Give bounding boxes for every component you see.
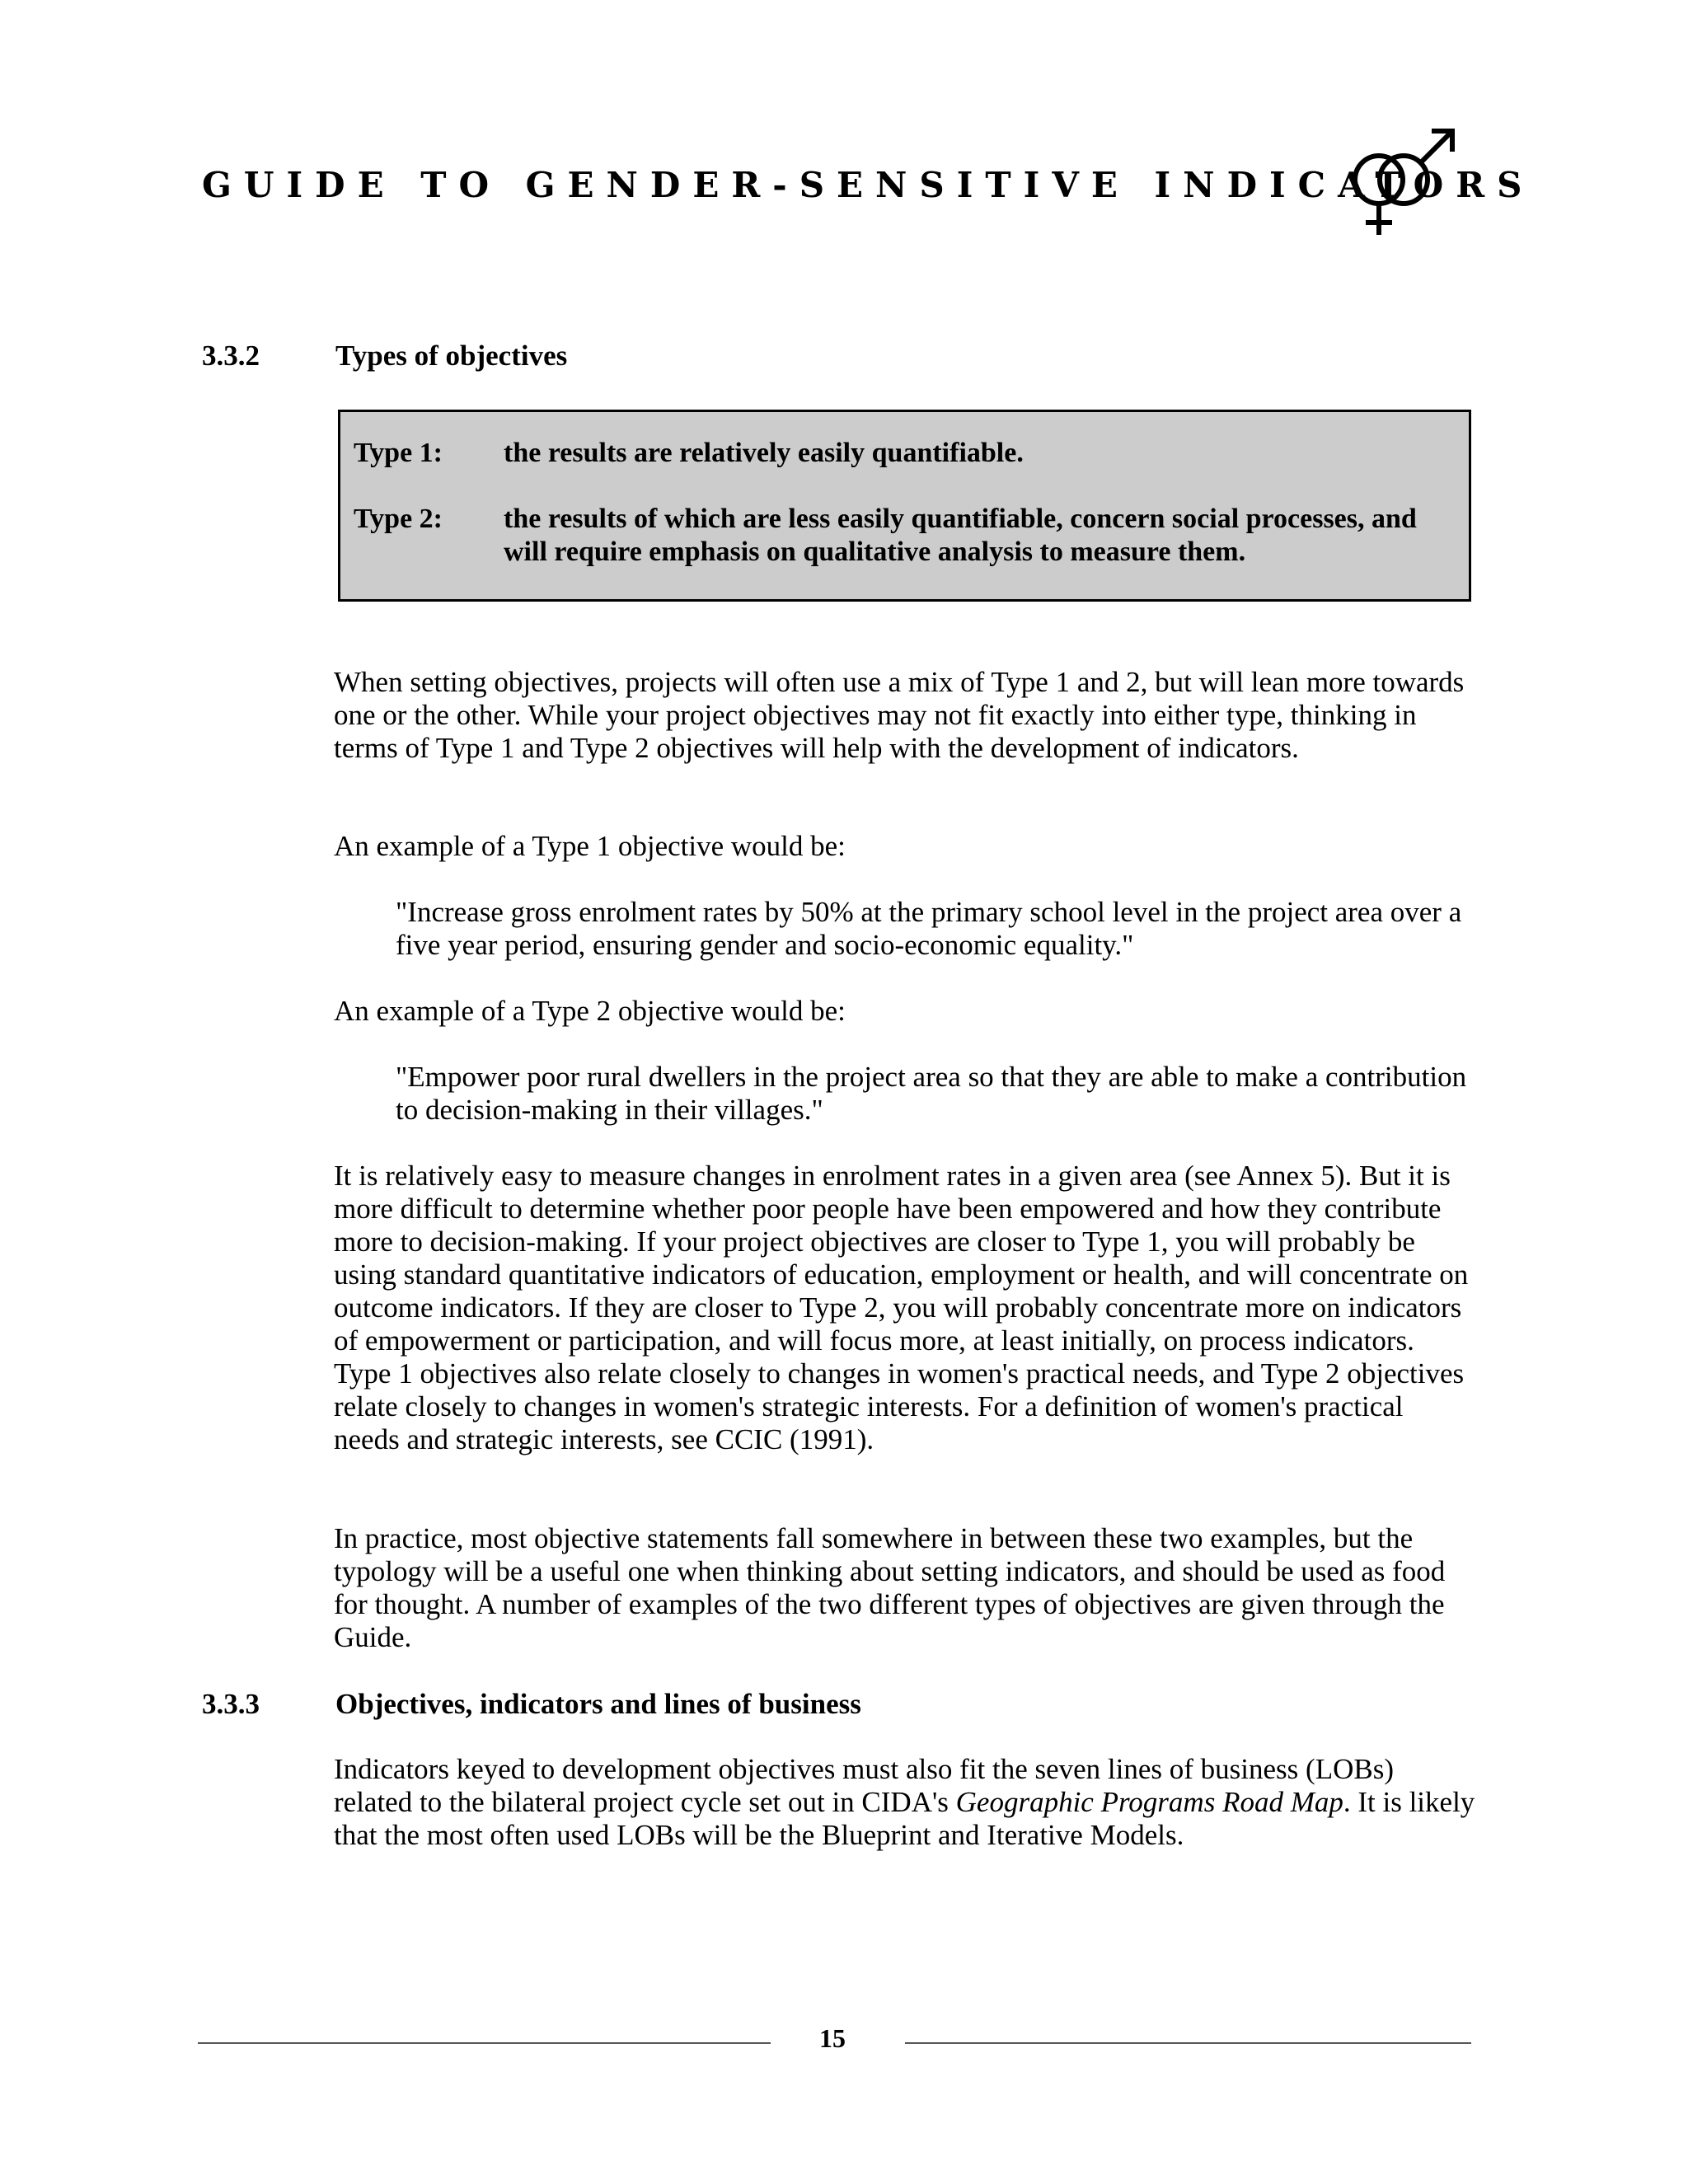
lob-text-end: . It is likely that the most often used LOBs will be the Blueprint and Iterative Models. [334,1786,1475,1851]
paragraph-in-practice: In practice, most objective statements fall somewhere in between these two examples, but the typology will be a useful one when thinking about setting indicators, and should be used as food for thought. A number of examples of the two different types of objectives are given through the Guide. [334,1522,1446,1653]
example1-intro: An example of a Type 1 objective would be: [334,830,846,862]
footer-rule-right [905,2042,1471,2044]
paragraph-lines-of-business [334,1753,1475,1852]
type2-text: the results of which are less easily quantifiable, concern social processes, and will require emphasis on qualitative analysis to measure them. [504,504,1417,567]
footer-rule-left [198,2042,771,2044]
page-number: 15 [819,2023,846,2053]
type2-label: Type 2: [354,504,443,534]
example2-intro: An example of a Type 2 objective would be: [334,995,846,1027]
lob-text-start: Indicators keyed to development objectives must also fit the seven lines of business (LOBs) related to the bilateral project cycle set out in CIDA's [334,1753,1394,1818]
gender-symbols-icon [1339,124,1479,247]
example2-quote: "Empower poor rural dwellers in the project area so that they are able to make a contribution to decision-making in their villages." [396,1061,1467,1126]
type1-label: Type 1: [354,438,443,468]
example1-quote: "Increase gross enrolment rates by 50% at the primary school level in the project area over a five year period, ensuring gender and socio-economic equality." [396,896,1462,961]
type1-text: the results are relatively easily quantifiable. [504,438,1024,468]
section-heading-3-3-3 [202,1688,861,1721]
road-map-title: Geographic Programs Road Map [955,1786,1343,1818]
section-number: 3.3.2 [202,340,260,372]
paragraph-objectives-mix: When setting objectives, projects will often use a mix of Type 1 and 2, but will lean more towards one or the other. While your project objectives may not fit exactly into either type, thinking in terms of Type 1 and Type 2 objectives will help with the development of indicators. [334,666,1465,764]
objective-types-box [338,410,1471,602]
paragraph-measurement: It is relatively easy to measure changes in enrolment rates in a given area (see Annex 5). But it is more difficult to determine whether poor people have been empowered and how they contribute more to decision-making. If your project objectives are closer to Type 1, you will probably be using standard quantitative indicators of education, employment or health, and will concentrate on outcome indicators. If they are closer to Type 2, you will probably concentrate more on indicators of empowerment or participation, and will focus more, at least initially, on process indicators. Type 1 objectives also relate closely to changes in women's practical needs, and Type 2 objectives relate closely to changes in women's strategic interests. For a definition of women's practical needs and strategic interests, see CCIC (1991). [334,1160,1469,1455]
document-header-title: GUIDE TO GENDER-SENSITIVE INDICATORS [202,165,1535,205]
section-heading-3-3-2 [202,340,567,373]
section-title: Types of objectives [335,340,568,372]
section-number: 3.3.3 [202,1688,260,1720]
section-title: Objectives, indicators and lines of business [335,1688,861,1720]
